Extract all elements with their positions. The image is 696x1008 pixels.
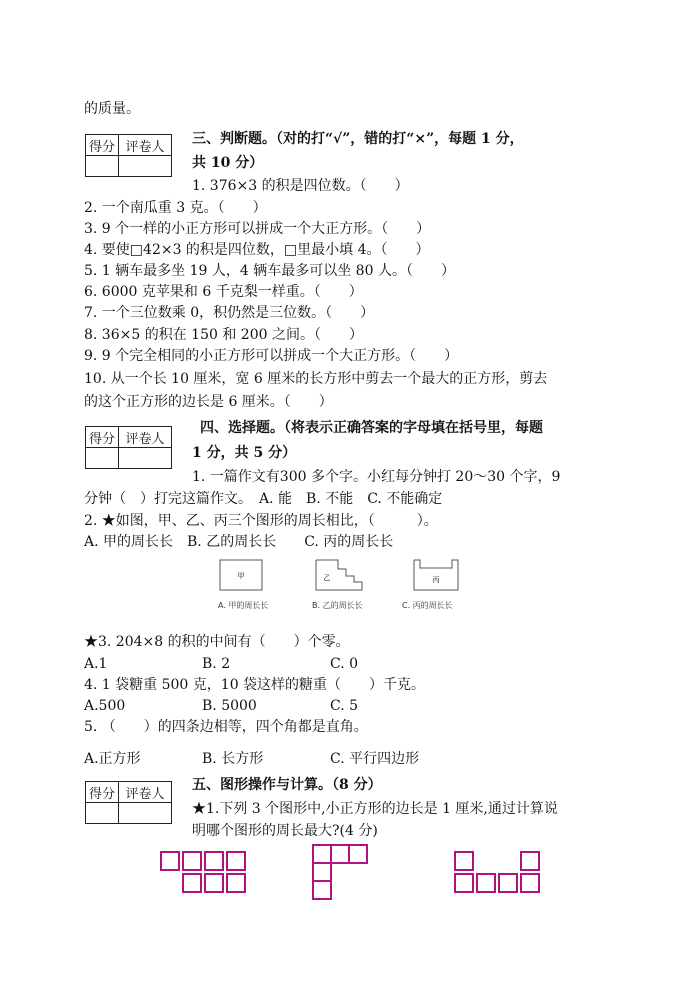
section5-title: 五、图形操作与计算。（8 分） [192,777,382,793]
grid-square [498,873,518,893]
grader-label: 评卷人 [119,427,172,448]
s4-q1: 1. 一篇作文有300 多个字。小红每分钟打 20～30 个字，9 [192,469,561,485]
s4-q5-option-b: B. 长方形 [202,751,264,767]
grid-square [204,851,224,871]
grid-square [226,851,246,871]
s4-q4: 4. 1 袋糖重 500 克，10 袋这样的糖重（ ）千克。 [84,677,426,693]
s3-item-6: 6. 6000 克苹果和 6 千克梨一样重。（ ） [84,284,363,300]
s3-item-10-cont: 的这个正方形的边长是 6 厘米。（ ） [84,394,333,410]
score-cell[interactable] [86,803,119,824]
section3-title-cont: 共 10 分） [192,155,264,171]
s4-q4-option-b: B. 5000 [202,698,257,714]
top-fragment: 的质量。 [84,101,140,117]
grid-square [348,844,368,864]
s4-q3-option-c: C. 0 [330,656,359,672]
s4-q3: ★3. 204×8 的积的中间有（ ）个零。 [84,634,350,650]
section4-title: 四、选择题。（将表示正确答案的字母填在括号里，每题 [200,420,543,436]
s3-item-1: 1. 376×3 的积是四位数。（ ） [192,178,409,194]
s4-q5: 5. （ ）的四条边相等，四个角都是直角。 [84,719,368,735]
grid-square [520,851,540,871]
grid-square [182,873,202,893]
grid-square [330,844,350,864]
s4-q3-option-a: A.1 [84,656,108,672]
s3-item-9: 9. 9 个完全相同的小正方形可以拼成一个大正方形。（ ） [84,348,459,364]
grid-square [454,873,474,893]
s4-q5-option-a: A.正方形 [84,751,141,767]
score-cell[interactable] [86,448,119,469]
s5-q1-cont: 明哪个图形的周长最大?(4 分) [192,823,378,839]
label-jia: 甲 [237,572,245,580]
s4-q5-option-c: C. 平行四边形 [330,751,420,767]
grader-label: 评卷人 [119,782,172,803]
grader-cell[interactable] [119,156,172,177]
section4-title-cont: 1 分，共 5 分） [192,445,297,461]
grader-cell[interactable] [119,803,172,824]
s3-item-5: 5. 1 辆车最多坐 19 人，4 辆车最多可以坐 80 人。（ ） [84,263,455,279]
grid-square [312,844,332,864]
grader-label: 评卷人 [119,135,172,156]
score-label: 得分 [86,427,119,448]
s4-q2: 2. ★如图，甲、乙、丙三个图形的周长相比，（ ）。 [84,513,438,529]
s5-q1: ★1.下列 3 个图形中,小正方形的边长是 1 厘米,通过计算说 [192,801,558,817]
label-bing: 丙 [432,576,440,584]
grid-square [312,880,332,900]
score-cell[interactable] [86,156,119,177]
s3-item-2: 2. 一个南瓜重 3 克。（ ） [84,200,267,216]
shape-bing [414,560,458,590]
fig-caption-a: A. 甲的周长长 [218,601,269,610]
grid-square [454,851,474,871]
s3-item-3: 3. 9 个一样的小正方形可以拼成一个大正方形。（ ） [84,221,431,237]
s3-item-4: 4. 要使□42×3 的积是四位数，□里最小填 4。（ ） [84,242,430,258]
label-yi: 乙 [323,574,331,582]
s4-q4-option-a: A.500 [84,698,126,714]
section3-title: 三、判断题。（对的打“√”，错的打“×”，每题 1 分， [192,131,524,147]
fig-caption-c: C. 丙的周长长 [402,601,453,610]
fig-caption-b: B. 乙的周长长 [312,601,363,610]
score-box-5 [85,781,172,824]
grader-cell[interactable] [119,448,172,469]
s3-item-8: 8. 36×5 的积在 150 和 200 之间。（ ） [84,327,363,343]
grid-square [476,873,496,893]
s4-q1-cont: 分钟（ ）打完这篇作文。 A. 能 B. 不能 C. 不能确定 [84,491,443,507]
s3-item-7: 7. 一个三位数乘 0，积仍然是三位数。（ ） [84,305,375,321]
s3-item-10: 10. 从一个长 10 厘米，宽 6 厘米的长方形中剪去一个最大的正方形，剪去 [84,371,548,387]
grid-square [312,862,332,882]
grid-square [182,851,202,871]
grid-square [204,873,224,893]
grid-square [160,851,180,871]
s4-q4-option-c: C. 5 [330,698,359,714]
score-label: 得分 [86,135,119,156]
grid-square [520,873,540,893]
score-box-3 [85,134,172,177]
score-label: 得分 [86,782,119,803]
score-box-4 [85,426,172,469]
s4-q2-options: A. 甲的周长长 B. 乙的周长长 C. 丙的周长长 [84,534,394,550]
grid-square [226,873,246,893]
s4-q3-option-b: B. 2 [202,656,231,672]
